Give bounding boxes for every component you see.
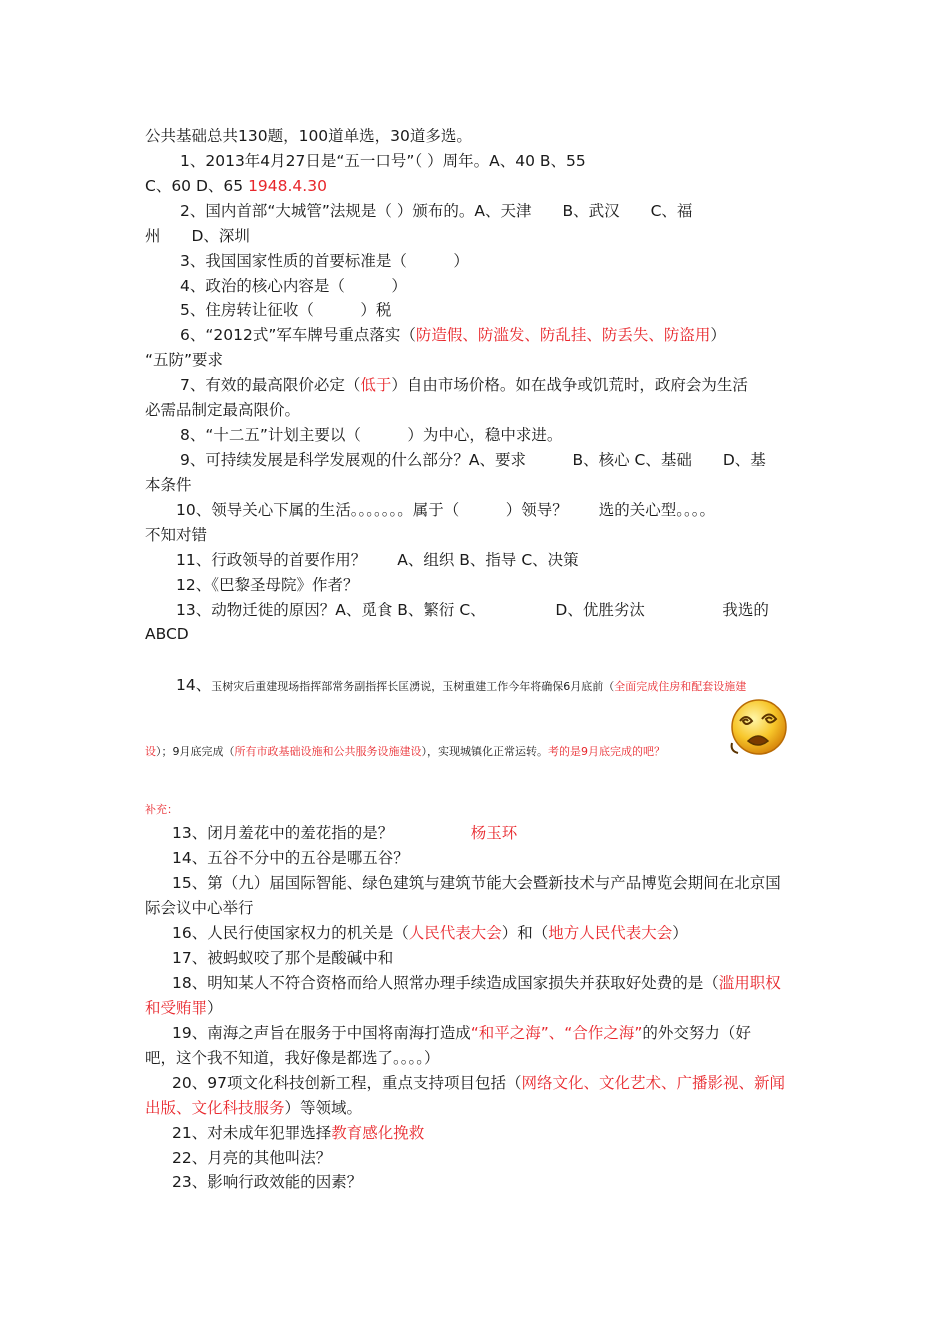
question-5: 5、住房转让征收（ ）税: [180, 301, 392, 319]
supplement-14: 14、五谷不分中的五谷是哪五谷？: [172, 849, 409, 867]
question-14-comment: 考的是9月底完成的吧？: [548, 745, 665, 758]
supplement-20-line-a: [172, 1073, 785, 1093]
question-6-line-a: [180, 325, 726, 345]
supplement-18-line-b: [145, 998, 223, 1018]
question-14-answer-2: 所有市政基础设施和公共服务设施建设: [234, 745, 422, 758]
supplement-16-text: 16、人民行使国家权力的机关是（: [172, 924, 409, 942]
question-2-line-a: 2、国内首部“大城管”法规是（ ）颁布的。A、天津 B、武汉 C、福: [180, 202, 693, 220]
question-1-answer: 1948.4.30: [248, 177, 327, 195]
question-7-line-a: [180, 375, 748, 395]
question-10-line-a: 10、领导关心下属的生活。。。。。。。属于（ ）领导？ 选的关心型。。。。: [176, 501, 715, 519]
supplement-16-text-2: ）和（: [501, 924, 549, 942]
question-4: 4、政治的核心内容是（ ）: [180, 277, 407, 295]
question-6-text: 6、“2012式”军车牌号重点落实（: [180, 326, 416, 344]
supplement-16-close: ）: [672, 924, 688, 942]
question-9-line-b: 本条件: [145, 476, 192, 494]
question-6-line-b: “五防”要求: [145, 351, 224, 369]
supplement-18-text: 18、明知某人不符合资格而给人照常办理手续造成国家损失并获取好处费的是（: [172, 974, 719, 992]
question-14-line-a: [176, 675, 746, 697]
question-14-text-2: ）；9月底完成（: [156, 745, 235, 758]
question-7-text: 7、有效的最高限价必定（: [180, 376, 361, 394]
supplement-15-line-a: 15、第（九）届国际智能、绿色建筑与建筑节能大会暨新技术与产品博览会期间在北京国: [172, 874, 781, 892]
supplement-18-answer-2: 和受贿罪: [145, 999, 208, 1017]
question-12: 12、《巴黎圣母院》作者？: [176, 576, 359, 594]
supplement-18-line-a: [172, 973, 781, 993]
supplement-22: 22、月亮的其他叫法？: [172, 1149, 332, 1167]
supplement-17: 17、被蚂蚁咬了那个是酸碱中和: [172, 949, 394, 967]
question-14-answer-1: 全面完成住房和配套设施建: [614, 680, 747, 693]
question-9-line-a: 9、可持续发展是科学发展观的什么部分？A、要求 B、核心 C、基础 D、基: [180, 451, 766, 469]
supplement-20-answer-2: 出版、文化科技服务: [145, 1099, 285, 1117]
question-7-text-rest: ）自由市场价格。如在战争或饥荒时，政府会为生活: [391, 376, 748, 394]
question-14-number: 14、: [176, 676, 212, 694]
supplement-16: [172, 923, 688, 943]
question-14-text: 玉树灾后重建现场指挥部常务副指挥长匡湧说，玉树重建工作今年将确保6月底前（: [211, 680, 615, 693]
question-14-answer-1-end: 设: [145, 745, 156, 758]
question-1-line-b: [145, 176, 327, 196]
question-7-line-b: 必需品制定最高限价。: [145, 401, 301, 419]
supplement-19-line-a: [172, 1023, 751, 1043]
supplement-23: 23、影响行政效能的因素？: [172, 1173, 363, 1191]
supplement-19-text: 19、南海之声旨在服务于中国将南海打造成: [172, 1024, 471, 1042]
supplement-18-close: ）: [207, 999, 223, 1017]
supplement-16-answer-1: 人民代表大会: [408, 924, 502, 942]
supplement-20-line-b: [145, 1098, 362, 1118]
supplement-19-line-b: 吧，这个我不知道，我好像是都选了。。。。）: [145, 1049, 440, 1067]
supplement-21: [172, 1123, 424, 1143]
question-3: 3、我国国家性质的首要标准是（ ）: [180, 252, 469, 270]
supplement-21-answer: 教育感化挽救: [331, 1124, 425, 1142]
question-13-line-a: 13、动物迁徙的原因？A、觅食 B、繁衍 C、 D、优胜劣汰 我选的: [176, 601, 769, 619]
question-6-close: ）: [710, 326, 726, 344]
supplement-19-text-2: 的外交努力（好: [642, 1024, 751, 1042]
question-11: 11、行政领导的首要作用？ A、组织 B、指导 C、决策: [176, 551, 579, 569]
supplement-18-answer-1: 滥用职权: [718, 974, 781, 992]
supplement-15-line-b: 际会议中心举行: [145, 899, 254, 917]
supplement-21-text: 21、对未成年犯罪选择: [172, 1124, 332, 1142]
question-10-line-b: 不知对错: [145, 526, 208, 544]
supplement-20-text-end: ）等领域。: [284, 1099, 363, 1117]
supplement-13-text: 13、闭月羞花中的羞花指的是？: [172, 824, 471, 842]
question-13-line-b: ABCD: [145, 625, 189, 643]
intro-text: 公共基础总共130题，100道单选，30道多选。: [145, 127, 472, 145]
supplement-13: [172, 823, 517, 843]
supplement-13-answer: 杨玉环: [470, 824, 518, 842]
question-2-line-b: 州 D、深圳: [145, 227, 250, 245]
dizzy-face-icon: [728, 697, 790, 759]
question-14-text-3: ），实现城镇化正常运转。: [421, 745, 548, 758]
question-1-options: C、60 D、65: [145, 177, 249, 195]
question-7-answer: 低于: [360, 376, 392, 394]
question-6-answer: 防造假、防滥发、防乱挂、防丢失、防盗用: [415, 326, 711, 344]
supplement-20-text: 20、97项文化科技创新工程，重点支持项目包括（: [172, 1074, 522, 1092]
supplement-label: 补充：: [145, 803, 178, 816]
supplement-20-answer-1: 网络文化、文化艺术、广播影视、新闻: [521, 1074, 785, 1092]
supplement-19-answer: “和平之海”、“合作之海”: [470, 1024, 643, 1042]
question-14-line-b: [145, 740, 665, 762]
question-8: 8、“十二五”计划主要以（ ）为中心，稳中求进。: [180, 426, 563, 444]
supplement-16-answer-2: 地方人民代表大会: [548, 924, 673, 942]
question-1-line-a: 1、2013年4月27日是“五一口号”（ ）周年。A、40 B、55: [180, 152, 586, 170]
